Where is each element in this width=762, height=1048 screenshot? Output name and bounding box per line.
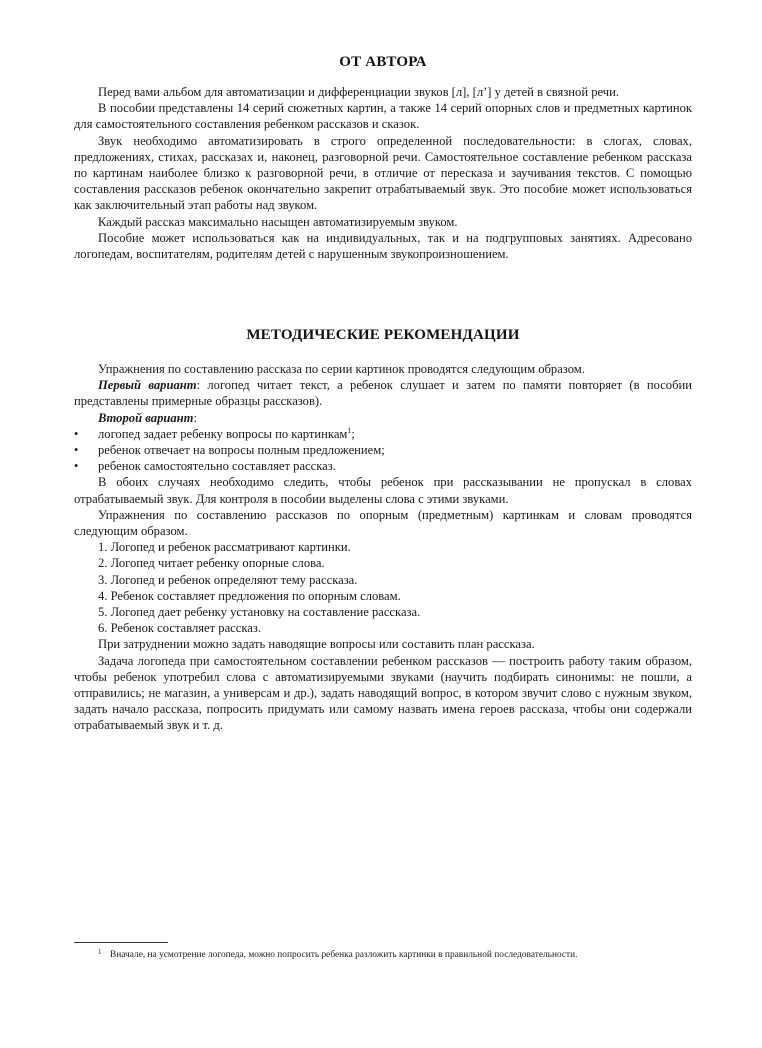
variant-2-heading <box>74 410 692 426</box>
bullet-icon: • <box>74 426 79 441</box>
step-2: 2. Логопед читает ребенку опорные слова. <box>98 556 325 571</box>
step-3: 3. Логопед и ребенок определяют тему рассказа. <box>98 572 358 587</box>
step-6: 6. Ребенок составляет рассказ. <box>98 621 261 636</box>
variant-1-text: : логопед читает текст, а ребенок слушает и затем по памяти повторяет (в пособии представлены примерные образцы рассказов). <box>74 378 692 409</box>
bullet-item-1 <box>74 426 692 442</box>
footnote-text: Вначале, на усмотрение логопеда, можно попросить ребенка разложить картинки в правильной последовательности. <box>110 950 578 960</box>
step-5: 5. Логопед дает ребенку установку на составление рассказа. <box>98 605 421 620</box>
author-section-body <box>74 84 692 262</box>
method-intro: Упражнения по составлению рассказа по серии картинок проводятся следующим образом. <box>98 362 585 376</box>
variant-1-paragraph <box>74 377 692 409</box>
variant-1-label: Первый вариант <box>98 378 197 393</box>
document-page <box>74 0 692 1048</box>
section-title-author: ОТ АВТОРА <box>339 54 427 70</box>
footnote-divider <box>74 942 168 943</box>
author-paragraph-3: Звук необходимо автоматизировать в строго определенной последовательности: в слогах, словах, предложениях, стихах, рассказах и, наконец, разговорной речи. Самостоятельное составление ребенком рассказа по картинам наиболее близко к разговорной речи, в отличие от пересказа и заучивания текстов. С помощью составления рассказов ребенок окончательно закрепит отрабатываемый звук. Это пособие может использоваться как заключительный этап работы над звуком. <box>74 133 692 213</box>
footnote-reference[interactable]: 1 <box>347 425 352 435</box>
variant-2-colon: : <box>193 410 197 425</box>
bullet-text-2: ребенок отвечает на вопросы полным предложением; <box>98 443 385 458</box>
difficulty-paragraph: При затруднении можно задать наводящие вопросы или составить план рассказа. <box>98 637 535 652</box>
support-intro-paragraph: Упражнения по составлению рассказов по опорным (предметным) картинкам и словам проводятся следующим образом. <box>74 507 692 539</box>
author-paragraph-2: В пособии представлены 14 серий сюжетных картин, а также 14 серий опорных слов и предметных картинок для самостоятельного составления ребенком рассказов и сказок. <box>74 101 692 132</box>
bullet-icon: • <box>74 459 79 474</box>
step-1: 1. Логопед и ребенок рассматривают картинки. <box>98 540 351 555</box>
bullet-item-2 <box>74 442 692 458</box>
bullet-text-1: логопед задает ребенку вопросы по картинкам <box>98 426 348 441</box>
footnote <box>98 946 692 961</box>
step-4: 4. Ребенок составляет предложения по опорным словам. <box>98 588 401 603</box>
author-paragraph-1: Перед вами альбом для автоматизации и дифференциации звуков [л], [л’] у детей в связной речи. <box>98 85 620 99</box>
bullet-text-3: ребенок самостоятельно составляет рассказ. <box>98 459 336 474</box>
bullet-item-3 <box>74 458 692 474</box>
task-paragraph: Задача логопеда при самостоятельном составлении ребенком рассказов — построить работу таким образом, чтобы ребенок употребил слова с автоматизируемыми звуками (научить подбирать синонимы: не пошли, а отправились; не магазин, а универсам и др.), задать наводящий вопрос, в котором звучит слово с нужным звуком, задать начало рассказа, попросить придумать или самому назвать имена героев рассказа, чтобы они содержали отрабатываемый звук и т. д. <box>74 653 692 733</box>
method-section-body <box>74 361 692 734</box>
section-title-method: МЕТОДИЧЕСКИЕ РЕКОМЕНДАЦИИ <box>246 327 520 343</box>
both-cases-paragraph: В обоих случаях необходимо следить, чтобы ребенок при рассказывании не пропускал в словах отрабатываемый звук. Для контроля в пособии выделены слова с этими звуками. <box>74 475 692 506</box>
author-paragraph-5: Пособие может использоваться как на индивидуальных, так и на подгрупповых занятиях. Адресовано логопедам, воспитателям, родителям детей с нарушенным звукопроизношением. <box>74 230 692 262</box>
footnote-mark: 1 <box>98 948 102 956</box>
bullet-1-tail: ; <box>351 426 355 441</box>
variant-2-label: Второй вариант <box>98 410 194 425</box>
bullet-icon: • <box>74 443 79 458</box>
author-paragraph-4: Каждый рассказ максимально насыщен автоматизируемым звуком. <box>98 214 458 229</box>
